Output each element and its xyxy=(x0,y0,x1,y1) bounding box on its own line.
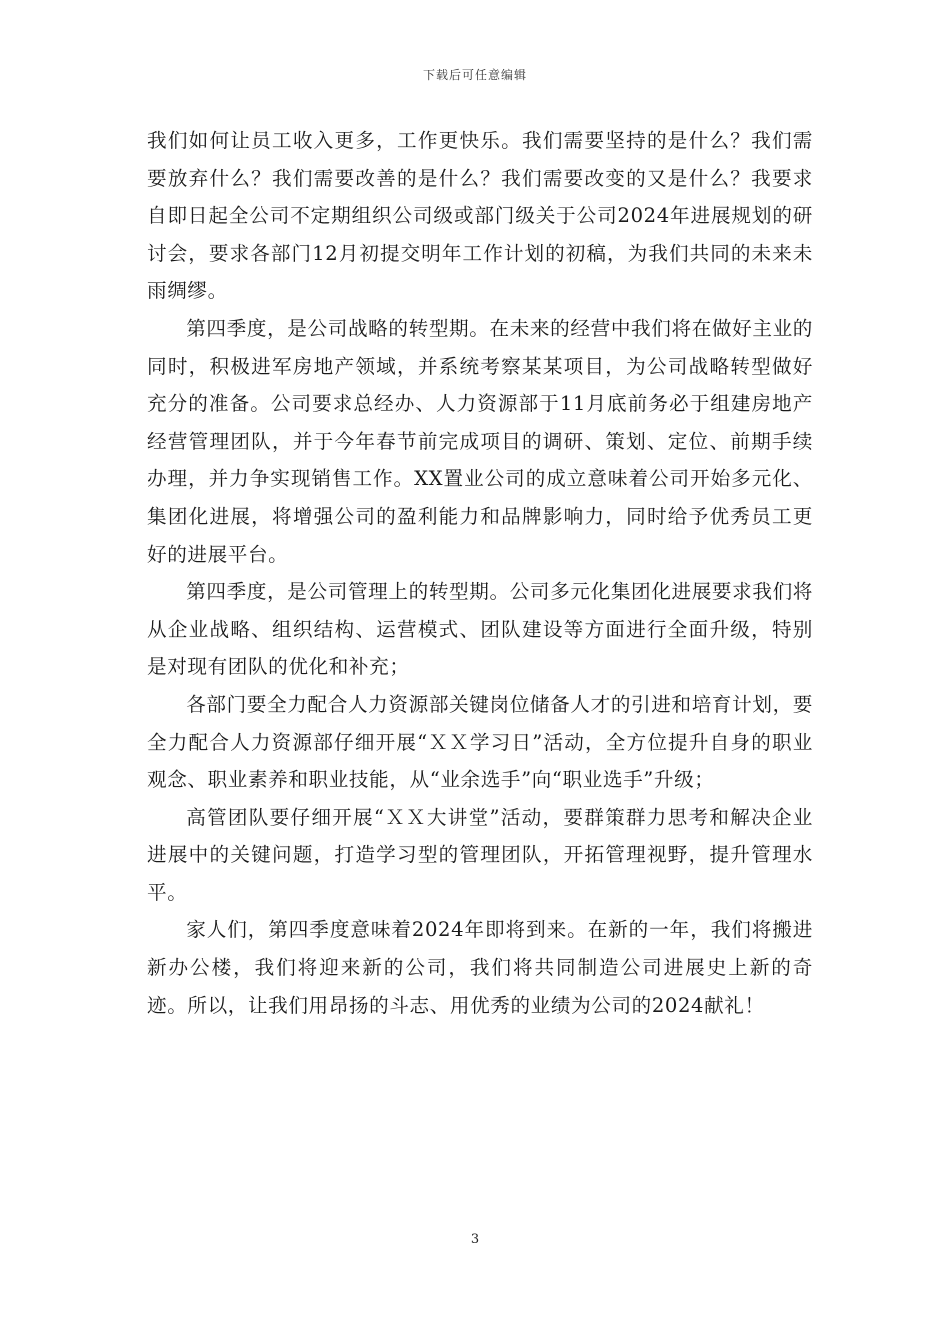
paragraph-2: 第四季度，是公司战略的转型期。在未来的经营中我们将在做好主业的同时，积极进军房地产领域，并系统考察某某项目，为公司战略转型做好充分的准备。公司要求总经办、人力资源部于11月底前务必于组建房地产经营管理团队，并于今年春节前完成项目的调研、策划、定位、前期手续办理，并力争实现销售工作。XX置业公司的成立意味着公司开始多元化、集团化进展，将增强公司的盈利能力和品牌影响力，同时给予优秀员工更好的进展平台。 xyxy=(147,316,813,566)
paragraph-1: 我们如何让员工收入更多，工作更快乐。我们需要坚持的是什么？我们需要放弃什么？我们需要改善的是什么？我们需要改变的又是什么？我要求自即日起全公司不定期组织公司级或部门级关于公司2024年进展规划的研讨会，要求各部门12月初提交明年工作计划的初稿，为我们共同的未来未雨绸缪。 xyxy=(147,129,813,303)
paragraph-5: 高管团队要仔细开展“ＸＸ大讲堂”活动，要群策群力思考和解决企业进展中的关键问题，打造学习型的管理团队，开拓管理视野，提升管理水平。 xyxy=(147,805,813,904)
page-number: 3 xyxy=(470,1232,480,1247)
header-note: 下载后可任意编辑 xyxy=(422,68,527,82)
paragraph-4: 各部门要全力配合人力资源部关键岗位储备人才的引进和培育计划，要全力配合人力资源部仔细开展“ＸＸ学习日”活动，全方位提升自身的职业观念、职业素养和职业技能，从“业余选手”向“职业选手”升级； xyxy=(147,692,813,792)
document-body xyxy=(147,122,813,1024)
paragraph-3: 第四季度，是公司管理上的转型期。公司多元化集团化进展要求我们将从企业战略、组织结构、运营模式、团队建设等方面进行全面升级，特别是对现有团队的优化和补充； xyxy=(147,580,813,679)
paragraph-6: 家人们，第四季度意味着2024年即将到来。在新的一年，我们将搬进新办公楼，我们将迎来新的公司，我们将共同制造公司进展史上新的奇迹。所以，让我们用昂扬的斗志、用优秀的业绩为公司的2024献礼！ xyxy=(147,918,813,1017)
